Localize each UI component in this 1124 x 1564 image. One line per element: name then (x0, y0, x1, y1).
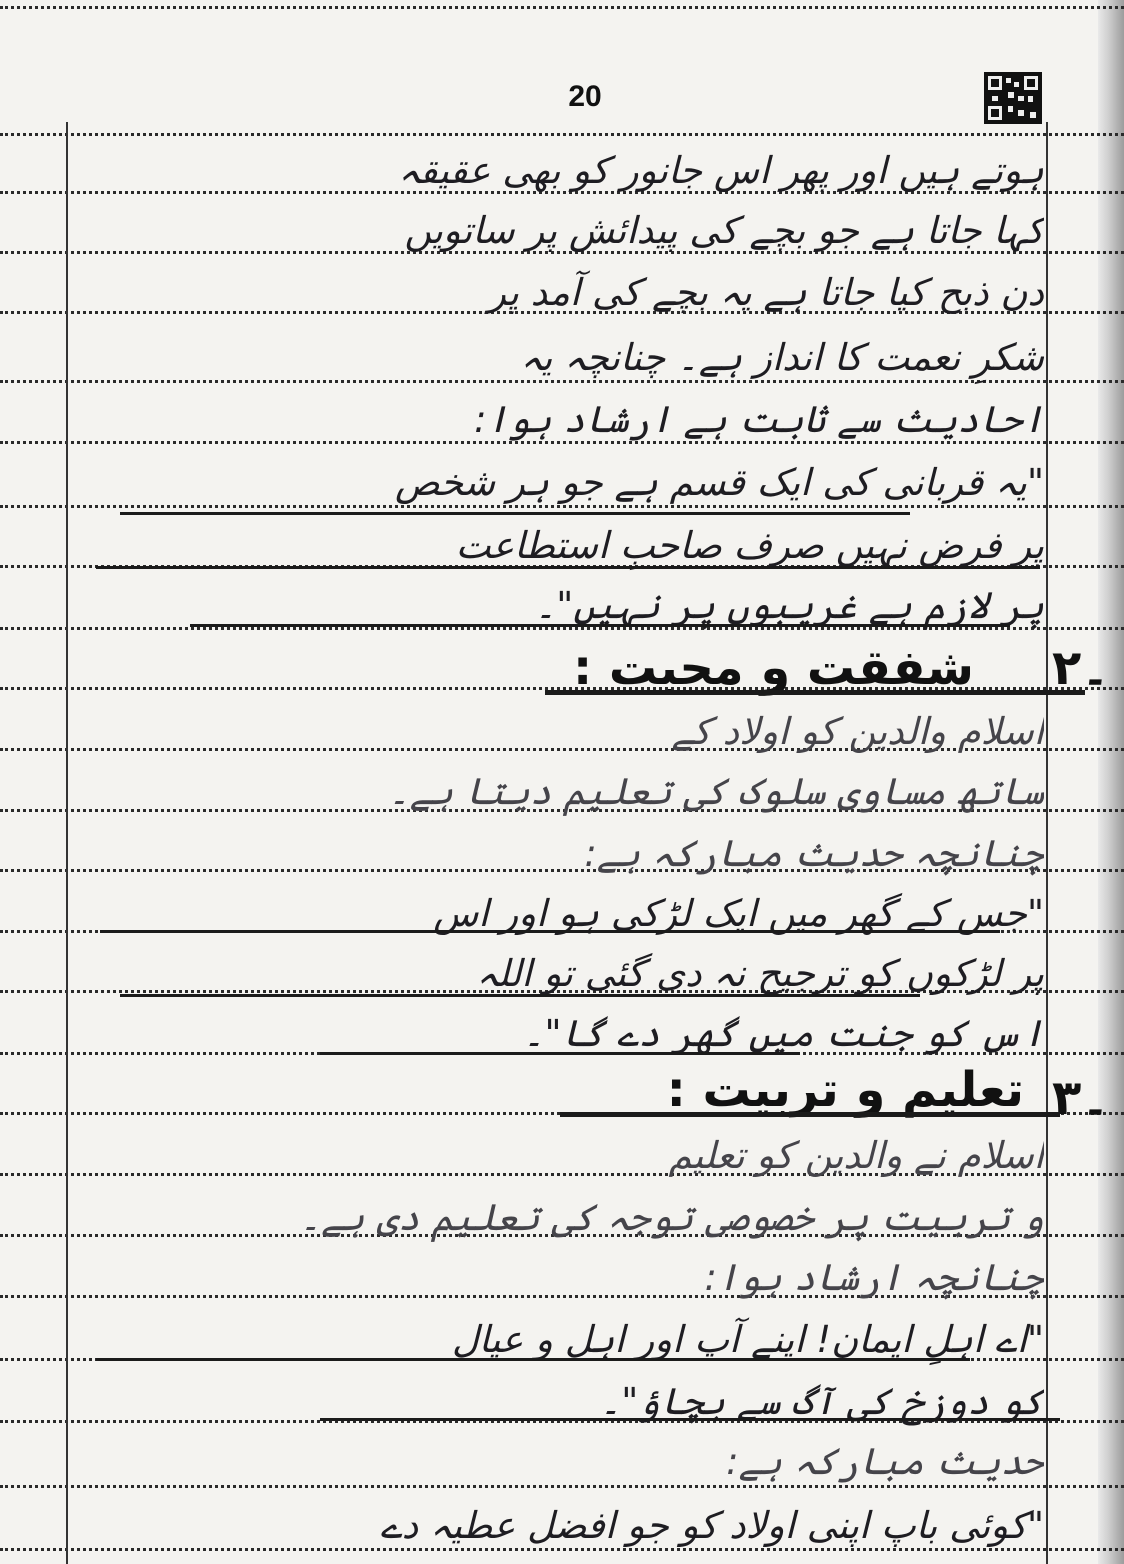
text-line: دن ذبح کیا جاتا ہے یہ بچے کی آمد پر (488, 271, 1044, 314)
text-line: کہا جاتا ہے جو بچے کی پیدائش پر ساتویں (404, 209, 1044, 252)
underline (96, 1358, 970, 1361)
text-line: پر فرض نہیں صرف صاحبِ استطاعت (455, 524, 1044, 567)
text-line: شکرِ نعمت کا انداز ہے۔ چنانچہ یہ (520, 336, 1044, 379)
underline (96, 566, 1040, 569)
text-line: ہوتے ہیں اور پھر اس جانور کو بھی عقیقہ (398, 149, 1044, 192)
underline (320, 1052, 800, 1055)
text-line: حدیث مبارکہ ہے: (726, 1440, 1044, 1483)
ruled-line (0, 133, 1124, 136)
qr-code-icon (984, 72, 1042, 124)
section-number: ۲۔ (1052, 640, 1110, 696)
notebook-binding (1098, 0, 1124, 1564)
section-heading: شفقت و محبت : (573, 640, 974, 696)
text-line: پر لڑکوں کو ترجیح نہ دی گئی تو اللہ (476, 952, 1044, 995)
underline (320, 1418, 1060, 1421)
text-line: "کوئی باپ اپنی اولاد کو جو افضل عطیہ دے (380, 1504, 1044, 1547)
underline (120, 994, 920, 997)
text-line: احادیث سے ثابت ہے ارشاد ہوا: (474, 398, 1044, 441)
text-line: "جس کے گھر میں ایک لڑکی ہو اور اس (433, 892, 1044, 935)
text-line: "یہ قربانی کی ایک قسم ہے جو ہر شخص (394, 461, 1044, 504)
text-line: ساتھ مساوی سلوک کی تعلیم دیتا ہے۔ (388, 770, 1044, 813)
ruled-line (0, 6, 1124, 9)
text-line: پر لازم ہے غریبوں پر نہیں"۔ (534, 584, 1044, 627)
heading-underline (560, 1112, 1060, 1117)
text-line: کو دوزخ کی آگ سے بچاؤ"۔ (599, 1380, 1044, 1423)
heading-underline (545, 690, 1085, 695)
text-line: اسلام والدین کو اولاد کے (671, 710, 1044, 753)
underline (190, 624, 1010, 627)
text-line: چنانچہ حدیث مبارکہ ہے: (584, 832, 1044, 875)
text-line: اسلام نے والدین کو تعلیم (668, 1134, 1044, 1177)
page-number: 20 (568, 80, 602, 113)
text-line: "اے اہلِ ایمان! اپنے آپ اور اہل و عیال (451, 1318, 1044, 1361)
section-number: ۳۔ (1052, 1070, 1110, 1126)
right-margin-line (1046, 122, 1048, 1564)
text-line: و تربیت پر خصوصی توجہ کی تعلیم دی ہے۔ (299, 1196, 1044, 1239)
underline (100, 930, 1000, 933)
text-line: اس کو جنت میں گھر دے گا"۔ (522, 1012, 1044, 1055)
text-line: چنانچہ ارشاد ہوا: (704, 1256, 1044, 1299)
section-heading: تعلیم و تربیت : (666, 1062, 1024, 1118)
underline (120, 512, 910, 515)
left-margin-line (66, 122, 68, 1564)
